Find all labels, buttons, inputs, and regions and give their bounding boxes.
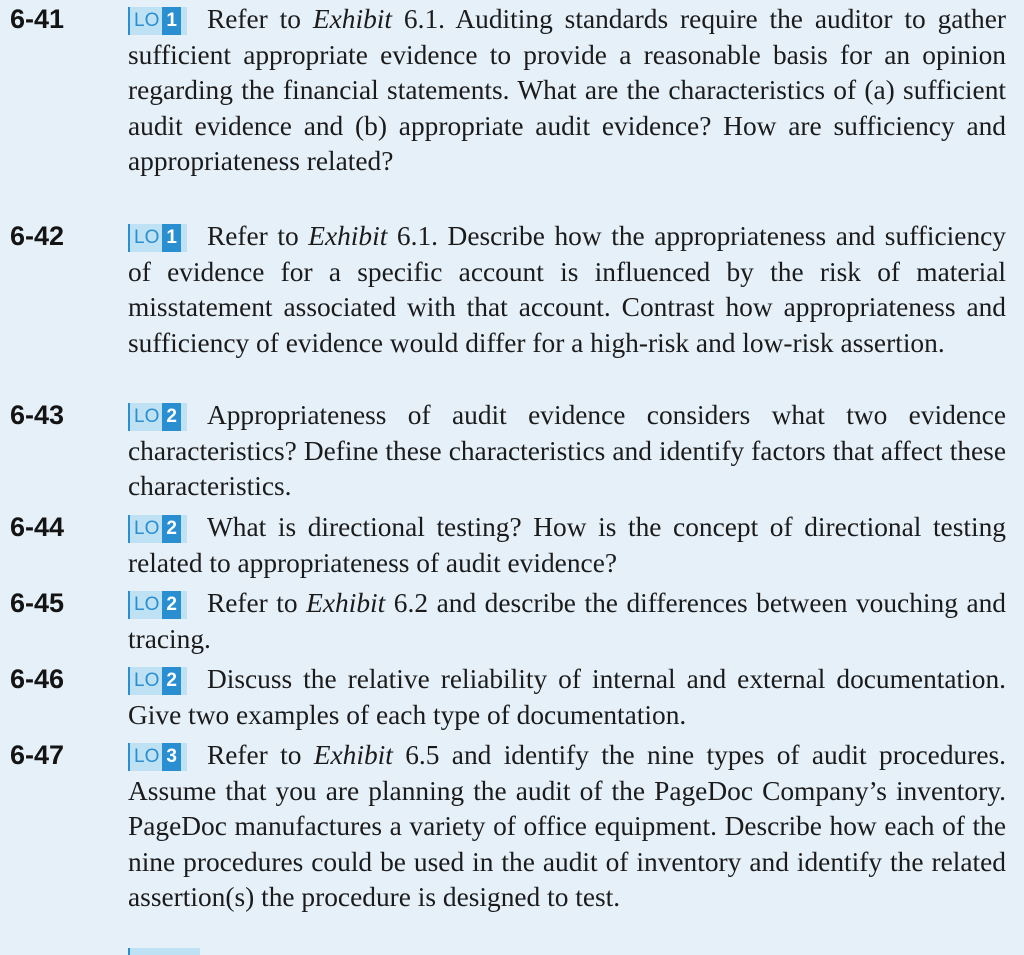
- question-text: 6.1. Describe how the appropriateness and sufficiency of evidence for a specific account is influenced by the risk of material misstatement associated with that account. Contrast how appropriateness and sufficiency of evidence would differ for a high-risk and low-risk assertion.: [128, 221, 1006, 358]
- lo-number: 2: [162, 591, 181, 619]
- lo-prefix: LO: [134, 518, 160, 539]
- exhibit-reference: Exhibit: [313, 740, 393, 770]
- lo-number: 2: [162, 667, 181, 695]
- question-text-lead: Refer to: [206, 740, 314, 770]
- question-6-42: [0, 219, 1024, 361]
- question-number: 6-44: [10, 512, 65, 542]
- lo-prefix: LO: [134, 10, 160, 31]
- question-6-43: [0, 398, 1024, 505]
- question-number: 6-43: [10, 400, 65, 430]
- lo-prefix: LO: [134, 227, 160, 248]
- lo-prefix: LO: [134, 746, 160, 767]
- question-number: 6-46: [10, 664, 65, 694]
- question-number: 6-45: [10, 588, 65, 618]
- next-question-badge-partial: [128, 948, 200, 955]
- question-6-45: [0, 586, 1024, 657]
- lo-prefix: LO: [134, 670, 160, 691]
- exhibit-reference: Exhibit: [308, 221, 388, 251]
- exhibit-reference: Exhibit: [306, 588, 386, 618]
- lo-number: 1: [162, 7, 181, 35]
- learning-objective-badge: [128, 224, 187, 252]
- question-number: 6-41: [10, 4, 65, 34]
- learning-objective-badge: [128, 591, 187, 619]
- question-text: Discuss the relative reliability of internal and external documentation. Give two examples of each type of documentation.: [128, 664, 1006, 730]
- question-text: 6.2 and describe the differences between vouching and tracing.: [128, 588, 1006, 654]
- learning-objective-badge: [128, 515, 187, 543]
- learning-objective-badge: [128, 667, 187, 695]
- question-number: 6-42: [10, 221, 65, 251]
- question-6-46: [0, 662, 1024, 733]
- learning-objective-badge: [128, 7, 187, 35]
- question-text-lead: Refer to: [206, 221, 309, 251]
- question-text-lead: Refer to: [206, 588, 307, 618]
- lo-number: 1: [162, 224, 181, 252]
- question-text: Appropriateness of audit evidence considers what two evidence characteristics? Define these characteristics and identify factors that affect these characteristics.: [128, 400, 1006, 502]
- question-6-44: [0, 510, 1024, 581]
- question-6-47: [0, 738, 1024, 916]
- lo-number: 2: [162, 403, 181, 431]
- question-number: 6-47: [10, 740, 65, 770]
- learning-objective-badge: [128, 403, 187, 431]
- exhibit-reference: Exhibit: [312, 4, 392, 34]
- lo-number: 2: [162, 515, 181, 543]
- question-text-lead: Refer to: [206, 4, 313, 34]
- question-text: 6.1. Auditing standards require the auditor to gather sufficient appropriate evidence to provide a reasonable basis for an opinion regarding the financial statements. What are the characteristics of (a) sufficient audit evidence and (b) appropriate audit evidence? How are sufficiency and appropriateness related?: [128, 4, 1007, 177]
- question-6-41: [0, 2, 1024, 180]
- lo-prefix: LO: [134, 594, 160, 615]
- question-text: What is directional testing? How is the concept of directional testing related to appropriateness of audit evidence?: [128, 512, 1006, 578]
- lo-number: 3: [162, 743, 181, 771]
- learning-objective-badge: [128, 743, 187, 771]
- question-text: 6.5 and identify the nine types of audit procedures. Assume that you are planning the audit of the PageDoc Company’s inventory. PageDoc manufactures a variety of office equipment. Describe how each of the nine procedures could be used in the audit of inventory and identify the related assertion(s) the procedure is designed to test.: [128, 740, 1006, 913]
- lo-prefix: LO: [134, 406, 160, 427]
